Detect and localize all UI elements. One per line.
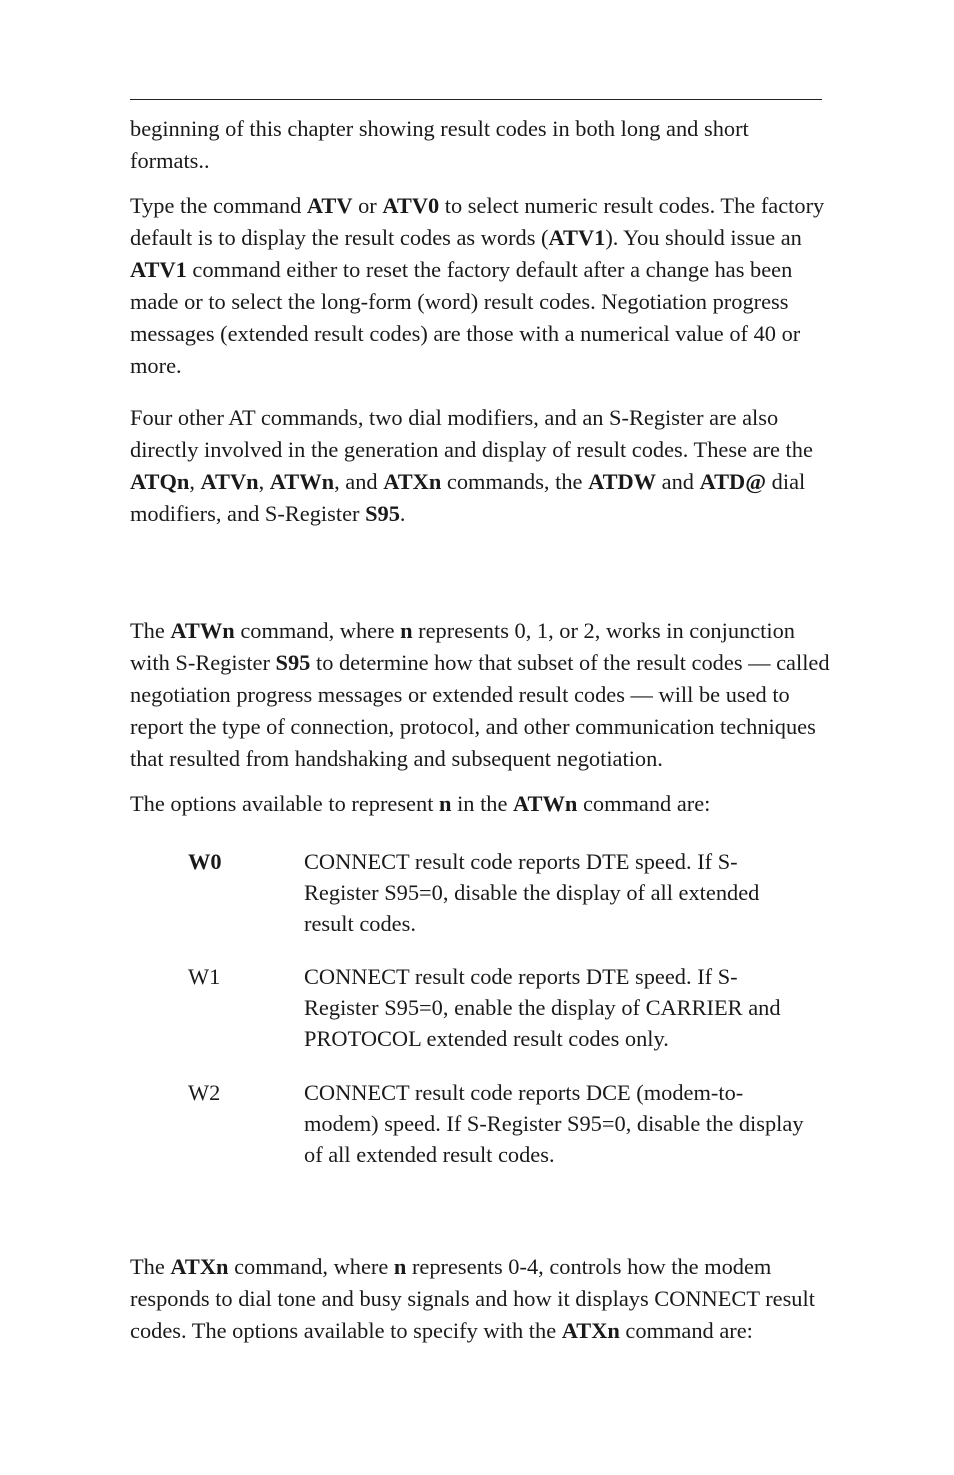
text: command are: [577, 791, 711, 816]
text: , and [334, 469, 384, 494]
command-atvn: ATVn [200, 469, 259, 494]
text: The [130, 1254, 171, 1279]
text: modem) speed. If S-Register S95=0, disable the display [304, 1111, 804, 1136]
text: CONNECT result code reports DCE (modem-to- [304, 1080, 744, 1105]
paragraph-atwn [130, 615, 830, 775]
paragraph-other-commands [130, 402, 830, 530]
text: to determine how that subset of the result codes — called negotiation progress messages or extended result codes — will be used to report the type of connection, protocol, and other communication techniques that resulted from handshaking and subsequent negotiation. [130, 650, 830, 771]
text: The [130, 618, 171, 643]
text: in the [451, 791, 514, 816]
text: CONNECT result code reports DTE speed. If S- [304, 964, 738, 989]
text: represents 0, 1, or 2, works in conjunction with S-Register [130, 618, 795, 675]
command-atxn: ATXn [561, 1318, 620, 1343]
command-atv0: ATV0 [382, 193, 440, 218]
text: beginning of this chapter showing result codes in both long and short [130, 116, 749, 141]
text: , [258, 469, 270, 494]
text: and [656, 469, 700, 494]
command-atd-at: ATD@ [699, 469, 767, 494]
text: command are: [619, 1318, 753, 1343]
text: CONNECT result code reports DTE speed. If S- [304, 849, 738, 874]
text: formats.. [130, 148, 210, 173]
text: Register S95=0, enable the display of CARRIER and [304, 995, 781, 1020]
paragraph-atv [130, 190, 830, 382]
text: to select numeric result codes. The factory default is to display the result codes as words ( [130, 193, 825, 250]
command-atxn: ATXn [170, 1254, 229, 1279]
option-code: W0 [188, 849, 222, 874]
text: Type the command [130, 193, 307, 218]
text: of all extended result codes. [304, 1142, 555, 1167]
text: . [399, 501, 406, 526]
text: command either to reset the factory default after a change has been made or to select the long-form (word) result codes. Negotiation progress messages (extended result codes) are those with a numerical value of 40 or more. [130, 257, 801, 378]
paragraph-continuation [130, 113, 830, 177]
option-code: W1 [188, 964, 221, 989]
register-s95: S95 [275, 650, 311, 675]
command-atxn: ATXn [383, 469, 442, 494]
text: , [189, 469, 201, 494]
option-description [304, 846, 829, 939]
text: represents 0-4, controls how the modem responds to dial tone and busy signals and how it displays CONNECT result codes. The options available to specify with the [130, 1254, 815, 1343]
option-description [304, 961, 829, 1054]
paragraph-atxn [130, 1251, 820, 1347]
command-atwn: ATWn [513, 791, 578, 816]
text: ). You should issue an [605, 225, 802, 250]
text: commands, the [441, 469, 589, 494]
text: or [352, 193, 383, 218]
command-atwn: ATWn [269, 469, 335, 494]
text: dial modifiers, and S-Register [130, 469, 806, 526]
text: The options available to represent [130, 791, 440, 816]
command-atwn: ATWn [170, 618, 235, 643]
param-n: n [439, 791, 452, 816]
register-s95: S95 [365, 501, 400, 526]
text: result codes. [304, 911, 416, 936]
paragraph-atwn-options-intro [130, 788, 830, 820]
text: Four other AT commands, two dial modifiers, and an S-Register are also directly involved in the generation and display of result codes. These are the [130, 405, 813, 462]
param-n: n [393, 1254, 407, 1279]
command-atqn: ATQn [130, 469, 190, 494]
text: Register S95=0, disable the display of all extended [304, 880, 760, 905]
param-n: n [400, 618, 413, 643]
option-code: W2 [188, 1080, 221, 1105]
text: PROTOCOL extended result codes only. [304, 1026, 669, 1051]
command-atv1: ATV1 [130, 257, 187, 282]
option-description [304, 1077, 829, 1170]
text: command, where [234, 618, 401, 643]
text: command, where [228, 1254, 394, 1279]
command-atv1: ATV1 [548, 225, 606, 250]
top-rule [130, 99, 822, 100]
command-atdw: ATDW [588, 469, 657, 494]
command-atv: ATV [306, 193, 353, 218]
